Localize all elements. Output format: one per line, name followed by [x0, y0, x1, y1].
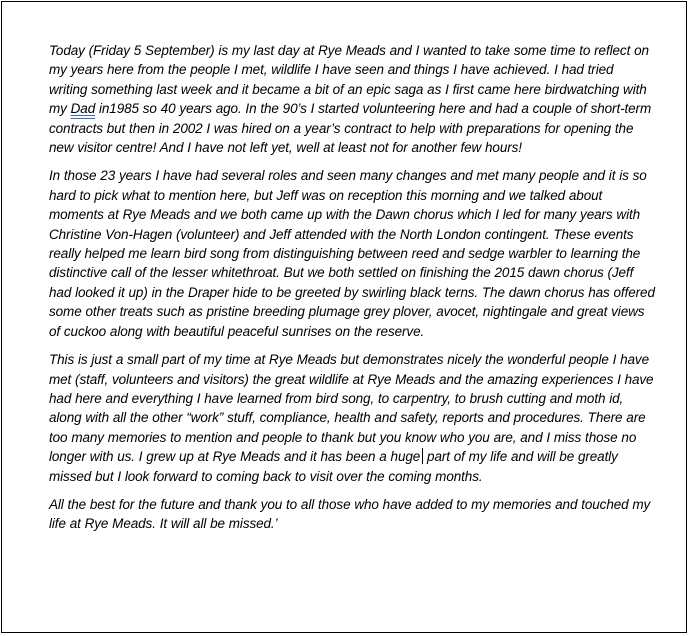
paragraph-4: All the best for the future and thank you to all those who have added to my memories and touched my life at Rye Meads. It will all be missed.’: [49, 496, 651, 532]
paragraph-1-text-end: in1985 so 40 years ago. In the 90’s I started volunteering here and had a couple of short-term contracts but then in 2002 I was hired on a year’s contract to help with preparations for opening the new visitor centre! And I have not left yet, well at least not for another few hours!: [49, 101, 652, 156]
paragraph-2: In those 23 years I have had several roles and seen many changes and met many people and it is so hard to pick what to mention here, but Jeff was on reception this morning and we talked about moments at Rye Meads and we both came up with the Dawn chorus which I led for many years with Christine Von-Hagen (volunteer) and Jeff attended with the North London contingent. These events really helped me learn bird song from distinguishing between reed and sedge warbler to learning the distinctive call of the lesser whitethroat. But we both settled on finishing the 2015 dawn chorus (Jeff had looked it up) in the Draper hide to be greeted by swirling black terns. The dawn chorus has offered some other treats such as pristine breeding plumage grey plover, avocet, nightingale and great views of cuckoo along with beautiful peaceful sunrises on the reserve.: [49, 168, 655, 339]
document-page: [1, 1, 687, 633]
paragraph-1-text-start: Today (Friday 5 September) is my last day at Rye Meads and I wanted to take some time to reflect on my years here from the people I met, wildlife I have seen and things I have achieved. I had tried writing something last week and it became a bit of an epic saga as I first came here birdwatching with my: [49, 43, 649, 117]
paragraph-3-text-end: part of my life and will be greatly missed but I look forward to coming back to visit over the coming months.: [49, 449, 618, 484]
paragraph-1: [49, 41, 655, 157]
paragraph-3: [49, 350, 655, 486]
paragraph-3-text-start: This is just a small part of my time at Rye Meads but demonstrates nicely the wonderful people I have met (staff, volunteers and visitors) the great wildlife at Rye Meads and the amazing experiences I have had here and everything I have learned from bird song, to carpentry, to brush cutting and moth id, along with all the other “work” stuff, compliance, health and safety, reports and procedures. There are too many memories to mention and people to thank but you know who you are, and I miss those no longer with us. I grew up at Rye Meads and it has been a huge: [49, 352, 654, 465]
document-body[interactable]: [49, 41, 655, 543]
spellcheck-flagged-word[interactable]: Dad: [70, 101, 96, 117]
